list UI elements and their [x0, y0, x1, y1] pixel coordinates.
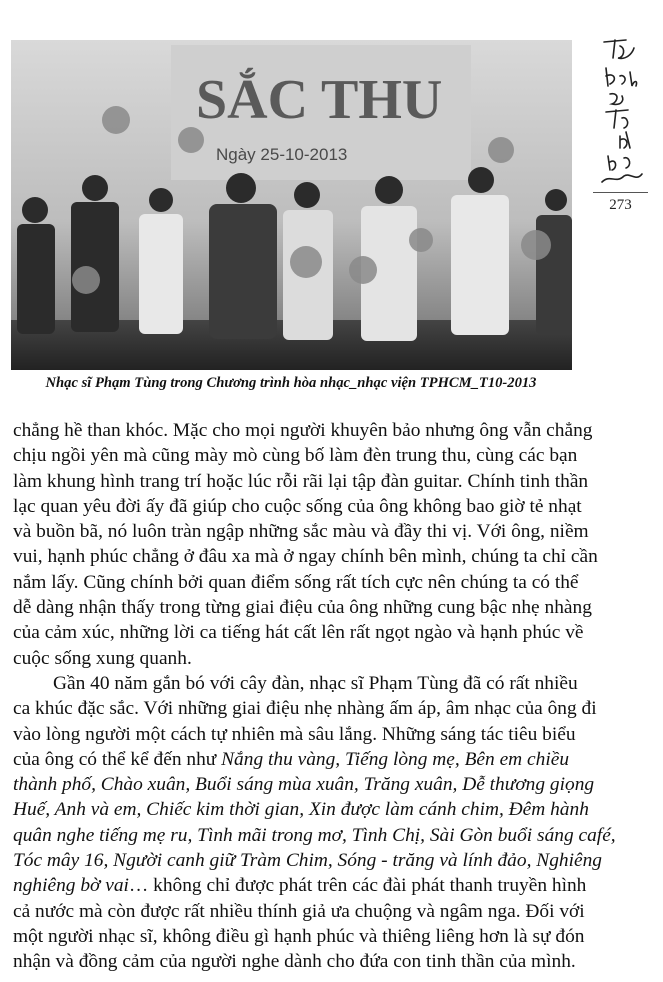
text-line: Gần 40 năm gắn bó với cây đàn, nhạc sĩ Phạm Tùng đã có rất nhiều [53, 672, 578, 694]
page-number: 273 [609, 197, 632, 213]
text-line: vào lòng người một cách tự nhiên mà sâu lắng. Những sáng tác tiêu biểu [13, 723, 576, 745]
text-line [13, 797, 589, 822]
text-line: ca khúc đặc sắc. Với những giai điệu nhẹ nhàng ấm áp, âm nhạc của ông đi [13, 698, 597, 720]
text-line [13, 772, 595, 797]
song-titles: quân nghe tiếng mẹ ru, Tình mãi trong mơ, Tình Chị, Sài Gòn buổi sáng café, [13, 824, 616, 846]
text-line: một người nhạc sĩ, không điều gì hạnh phúc và thiêng liêng hơn là sự đón [13, 925, 585, 947]
text-line: vui, hạnh phúc chẳng ở đâu xa mà ở ngay chính bên mình, chúng ta chỉ cần [13, 546, 598, 568]
paragraph-1 [13, 418, 598, 671]
text-line [13, 747, 569, 772]
text-line: của cảm xúc, những lời ca tiếng hát cất lên rất ngọt ngào và hạnh phúc về [13, 622, 584, 644]
text-line: và buồn bã, nó luôn tràn ngập những sắc màu và đầy thi vị. Với ông, niềm [13, 521, 589, 543]
text-line: nhận và đồng cảm của người nghe dành cho đứa con tinh thần của mình. [13, 951, 576, 973]
song-titles: Nắng thu vàng, Tiếng lòng mẹ, Bên em chiều [221, 748, 570, 770]
concert-photo-image [11, 40, 572, 370]
text-run: … không chỉ được phát trên các đài phát thanh truyền hình [128, 875, 587, 897]
text-line [13, 823, 616, 848]
text-line: cuộc sống xung quanh. [13, 647, 192, 669]
photo-caption: Nhạc sĩ Phạm Tùng trong Chương trình hòa nhạc_nhạc viện TPHCM_T10-2013 [45, 375, 537, 391]
text-line: lạc quan yêu đời ấy đã giúp cho cuộc sống của ông không bao giờ tẻ nhạt [13, 495, 582, 517]
banner-title: SẮC THU [196, 69, 443, 131]
text-run: của ông có thể kể đến như [13, 748, 222, 770]
side-rule [593, 192, 648, 193]
song-titles: Huế, Anh và em, Chiếc kim thời gian, Xin được làm cánh chim, Đêm hành [13, 799, 589, 821]
song-titles: thành phố, Chào xuân, Buổi sáng mùa xuân, Trăng xuân, Dễ thương giọng [13, 774, 595, 796]
text-line: chịu ngồi yên mà cũng mày mò cùng bố làm đèn trung thu, cùng các bạn [13, 445, 578, 467]
concert-photo [11, 40, 572, 370]
text-line: cả nước mà còn được rất nhiều thính giả ưa chuộng và ngâm nga. Đối với [13, 900, 585, 922]
text-line: làm khung hình trang trí hoặc lúc rỗi rãi lại tập đàn guitar. Chính tinh thần [13, 470, 589, 492]
banner-date: Ngày 25-10-2013 [216, 145, 348, 164]
text-line: chẳng hề than khóc. Mặc cho mọi người khuyên bảo nhưng ông vẫn chẳng [13, 420, 593, 441]
side-title-signature [596, 36, 648, 186]
text-line [13, 873, 587, 898]
text-line: nắm lấy. Cũng chính bởi quan điểm sống rất tích cực nên chúng ta có thể [13, 571, 579, 593]
text-line [13, 848, 602, 873]
song-titles: Tóc mây 16, Người canh giữ Tràm Chim, Sóng - trăng và lính đảo, Nghiêng [13, 850, 602, 872]
song-titles: nghiêng bờ vai [13, 875, 129, 897]
body-text [13, 418, 616, 975]
paragraph-2 [13, 671, 616, 975]
text-line: dễ dàng nhận thấy trong từng giai điệu của ông những cung bậc nhẹ nhàng [13, 597, 592, 619]
